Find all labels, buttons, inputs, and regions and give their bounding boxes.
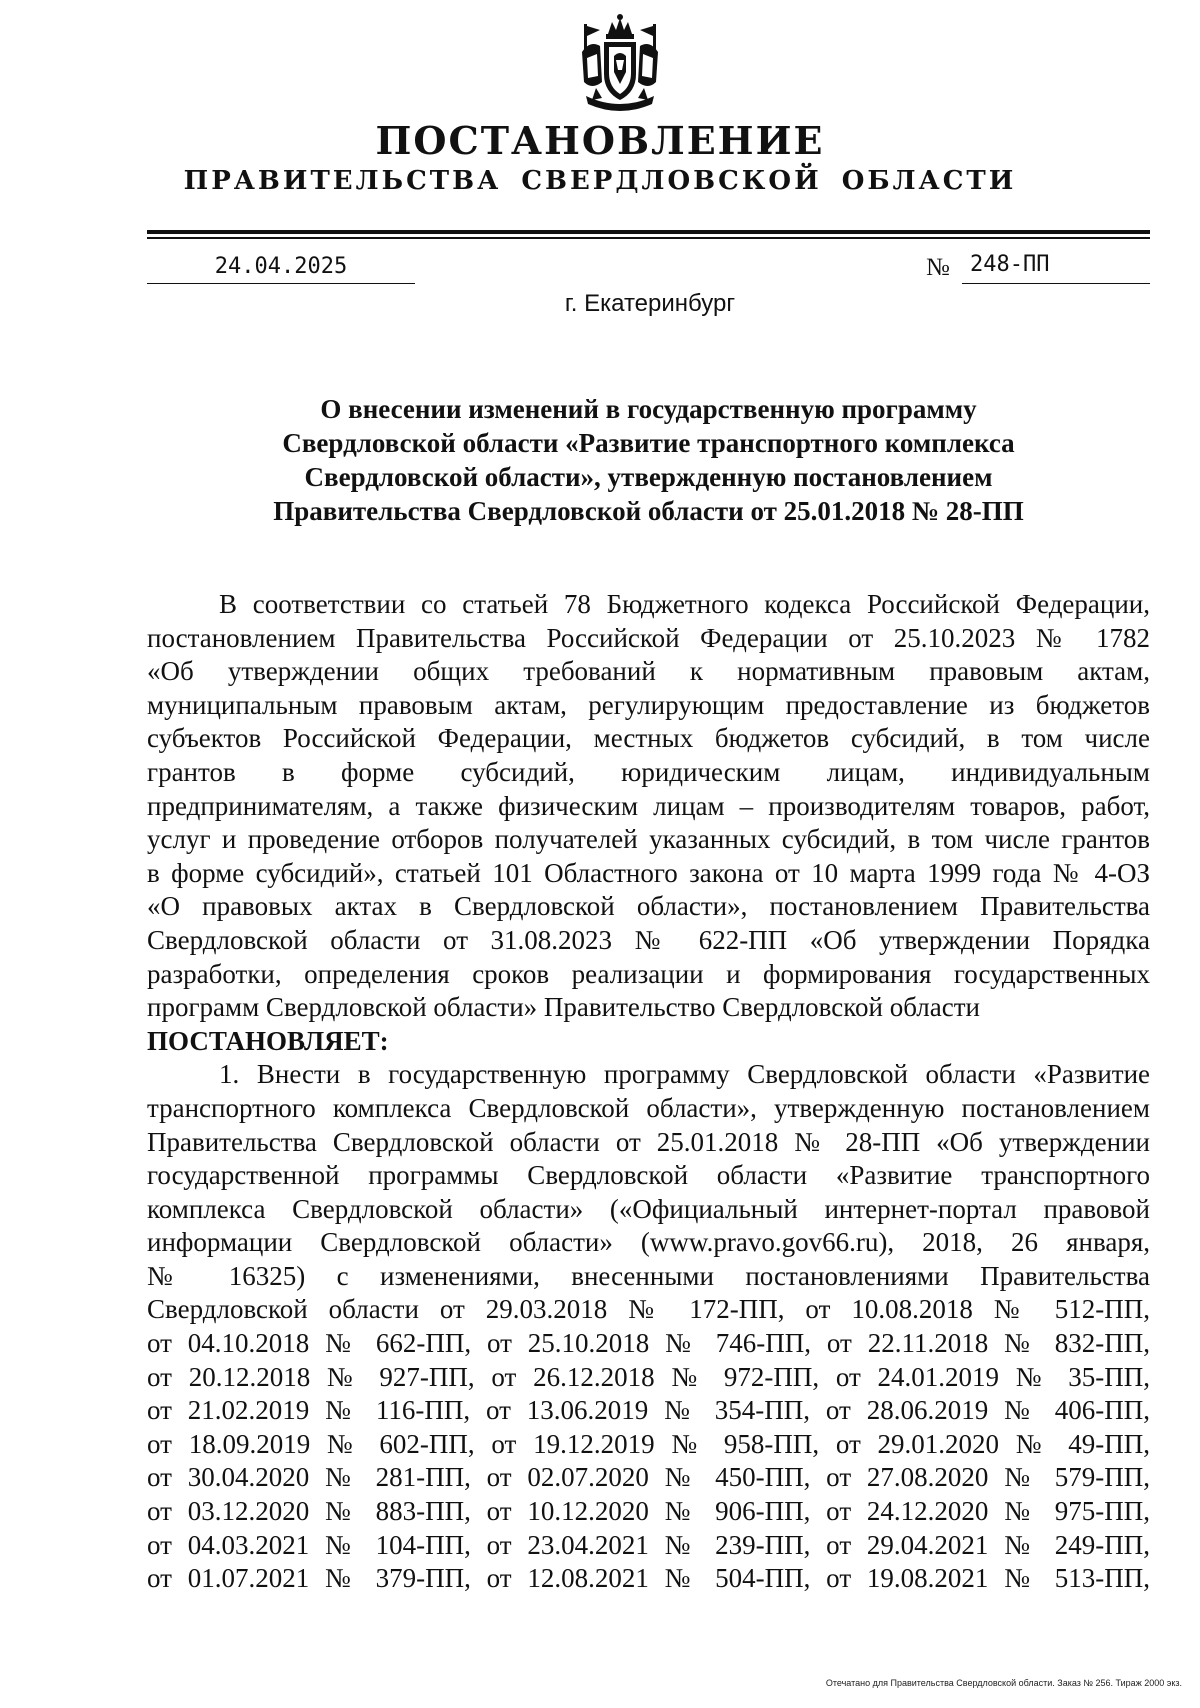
print-footer: Отечатано для Правительства Свердловской области. Заказ № 256. Тираж 2000 экз. <box>825 1678 1182 1688</box>
body-line: от 18.09.2019 № 602-ПП, от 19.12.2019 № 958-ПП, от 29.01.2020 № 49-ПП, <box>147 1428 1150 1459</box>
number-underline <box>962 283 1150 284</box>
body-line: государственной программы Свердловской области «Развитие транспортного <box>147 1160 1150 1191</box>
coat-of-arms-emblem <box>572 12 668 116</box>
heading-line: Свердловской области «Развитие транспортного комплекса <box>282 428 1015 458</box>
body-line: муниципальным правовым актам, регулирующим предоставление из бюджетов <box>147 689 1150 720</box>
body-line: от 01.07.2021 № 379-ПП, от 12.08.2021 № 504-ПП, от 19.08.2021 № 513-ПП, <box>147 1563 1150 1594</box>
body-line: № 16325) с изменениями, внесенными постановлениями Правительства <box>147 1260 1150 1291</box>
header-divider-thin <box>147 237 1150 239</box>
body-line: «Об утверждении общих требований к нормативным правовым актам, <box>147 656 1150 687</box>
body-line: Свердловской области от 31.08.2023 № 622-ПП «Об утверждении Порядка <box>147 924 1150 955</box>
heading-line: О внесении изменений в государственную программу <box>320 394 977 424</box>
body-line: Свердловской области от 29.03.2018 № 172-ПП, от 10.08.2018 № 512-ПП, <box>147 1294 1150 1325</box>
body-line: от 30.04.2020 № 281-ПП, от 02.07.2020 № 450-ПП, от 27.08.2020 № 579-ПП, <box>147 1462 1150 1493</box>
header-divider-thick <box>147 230 1150 234</box>
body-line: В соответствии со статьей 78 Бюджетного кодекса Российской Федерации, <box>219 589 1150 619</box>
heading-line: Свердловской области», утвержденную постановлением <box>304 462 993 492</box>
body-line: предпринимателям, а также физическим лицам – производителям товаров, работ, <box>147 790 1150 821</box>
body-line: от 03.12.2020 № 883-ПП, от 10.12.2020 № 906-ПП, от 24.12.2020 № 975-ПП, <box>147 1496 1150 1527</box>
body-line: постановлением Правительства Российской Федерации от 25.10.2023 № 1782 <box>147 622 1150 653</box>
city-label: г. Екатеринбург <box>564 290 736 317</box>
body-line: от 21.02.2019 № 116-ПП, от 13.06.2019 № 354-ПП, от 28.06.2019 № 406-ПП, <box>147 1395 1150 1426</box>
resolves-label: ПОСТАНОВЛЯЕТ: <box>147 1025 389 1056</box>
body-line: от 20.12.2018 № 927-ПП, от 26.12.2018 № 972-ПП, от 24.01.2019 № 35-ПП, <box>147 1361 1150 1392</box>
body-line: разработки, определения сроков реализации и формирования государственных <box>147 958 1150 989</box>
number-sign: № <box>926 254 950 281</box>
body-line: услуг и проведение отборов получателей указанных субсидий, в том числе грантов <box>147 824 1150 855</box>
body-line: в форме субсидий», статьей 101 Областного закона от 10 марта 1999 года № 4-ОЗ <box>147 857 1150 888</box>
document-date: 24.04.2025 <box>214 254 348 279</box>
body-line: комплекса Свердловской области» («Официальный интернет-портал правовой <box>147 1193 1150 1224</box>
date-underline <box>147 283 415 284</box>
body-line: информации Свердловской области» (www.pravo.gov66.ru), 2018, 26 января, <box>147 1227 1150 1258</box>
body-line: 1. Внести в государственную программу Свердловской области «Развитие <box>219 1059 1150 1090</box>
document-number: 248-ПП <box>970 252 1050 277</box>
body-line: программ Свердловской области» Правительство Свердловской области <box>147 992 980 1023</box>
body-line: грантов в форме субсидий, юридическим лицам, индивидуальным <box>147 756 1150 787</box>
heading-line: Правительства Свердловской области от 25.01.2018 № 28-ПП <box>273 496 1024 526</box>
document-body <box>147 588 1150 1596</box>
body-line: субъектов Российской Федерации, местных бюджетов субсидий, в том числе <box>147 723 1150 754</box>
body-line: от 04.10.2018 № 662-ПП, от 25.10.2018 № 746-ПП, от 22.11.2018 № 832-ПП, <box>147 1328 1150 1359</box>
body-line: транспортного комплекса Свердловской области», утвержденную постановлением <box>147 1092 1150 1123</box>
document-title: ПОСТАНОВЛЕНИЕ <box>375 118 825 163</box>
document-subtitle: ПРАВИТЕЛЬСТВА СВЕРДЛОВСКОЙ ОБЛАСТИ <box>183 166 1017 196</box>
body-line: от 04.03.2021 № 104-ПП, от 23.04.2021 № 239-ПП, от 29.04.2021 № 249-ПП, <box>147 1529 1150 1560</box>
document-heading <box>147 392 1150 528</box>
body-line: Правительства Свердловской области от 25.01.2018 № 28-ПП «Об утверждении <box>147 1126 1150 1157</box>
body-line: «О правовых актах в Свердловской области», постановлением Правительства <box>147 891 1150 922</box>
